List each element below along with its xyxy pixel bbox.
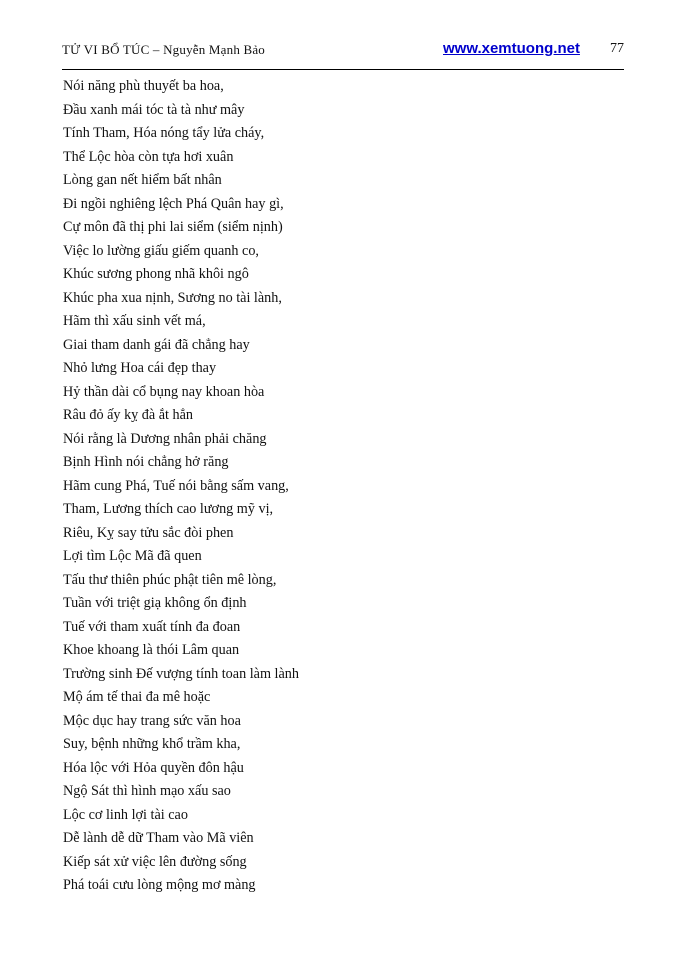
running-title: TỬ VI BỔ TÚC – Nguyễn Mạnh Bảo (62, 42, 266, 57)
poem-line: Suy, bệnh những khổ trầm kha, (63, 736, 241, 752)
poem-line: Mộc dục hay trang sức văn hoa (63, 712, 241, 729)
poem-line: Tấu thư thiên phúc phật tiên mê lòng, (63, 571, 277, 588)
poem-line: Nhỏ lưng Hoa cái đẹp thay (63, 360, 217, 376)
poem-line: Hỷ thần dài cổ bụng nay khoan hòa (63, 383, 265, 400)
poem-line: Việc lo lường giấu giếm quanh co, (63, 242, 259, 259)
poem-line: Khúc pha xua nịnh, Sương no tài lành, (63, 289, 282, 306)
poem-line: Lợi tìm Lộc Mã đã quen (63, 548, 202, 564)
poem-line: Mộ ám tế thai đa mê hoặc (63, 689, 211, 705)
poem-line: Đi ngồi nghiêng lệch Phá Quân hay gì, (63, 195, 284, 212)
poem-line: Tuần với triệt giạ không ổn định (63, 595, 247, 611)
poem-line: Nói năng phù thuyết ba hoa, (63, 78, 224, 94)
poem-line: Giai tham danh gái đã chẳng hay (63, 336, 250, 353)
poem-line: Hãm thì xấu sinh vết má, (63, 313, 206, 329)
poem-line: Cự môn đã thị phi lai siểm (siểm nịnh) (63, 219, 283, 235)
poem-line: Nói rằng là Dương nhân phải chăng (63, 430, 267, 447)
page-header (62, 40, 624, 62)
poem-line: Đầu xanh mái tóc tà tà như mây (63, 101, 245, 118)
poem-line: Phá toái cưu lòng mộng mơ màng (63, 877, 256, 893)
poem-line: Râu đỏ ấy kỵ đà ắt hẳn (63, 407, 194, 423)
poem-line: Kiếp sát xử việc lên đường sống (63, 853, 247, 870)
page-number: 77 (610, 41, 624, 56)
poem-line: Khúc sương phong nhã khôi ngô (63, 266, 249, 282)
poem-line: Tuế với tham xuất tính đa đoan (63, 618, 241, 635)
header-rule (62, 69, 624, 70)
poem-line: Dễ lành dễ dữ Tham vào Mã viên (63, 830, 254, 846)
poem-line: Tham, Lương thích cao lương mỹ vị, (63, 501, 274, 517)
website-link[interactable]: www.xemtuong.net (443, 40, 580, 57)
poem-line: Thể Lộc hòa còn tựa hơi xuân (63, 148, 234, 165)
poem-line: Tính Tham, Hóa nóng tẩy lửa cháy, (63, 125, 265, 141)
poem-line: Lòng gan nết hiểm bất nhân (63, 172, 222, 188)
poem-line: Hãm cung Phá, Tuế nói bằng sấm vang, (63, 477, 289, 494)
poem-line: Lộc cơ linh lợi tài cao (63, 806, 188, 823)
poem-line: Bịnh Hình nói chẳng hở răng (63, 454, 229, 470)
poem-line: Riêu, Kỵ say tửu sắc đòi phen (63, 524, 234, 541)
poem-line: Hóa lộc với Hỏa quyền đôn hậu (63, 759, 244, 776)
poem-line: Ngộ Sát thì hình mạo xấu sao (63, 783, 231, 799)
poem-line: Khoe khoang là thói Lâm quan (63, 642, 240, 658)
poem-line: Trường sinh Đế vượng tính toan làm lành (63, 665, 299, 682)
poem-text (63, 75, 299, 898)
